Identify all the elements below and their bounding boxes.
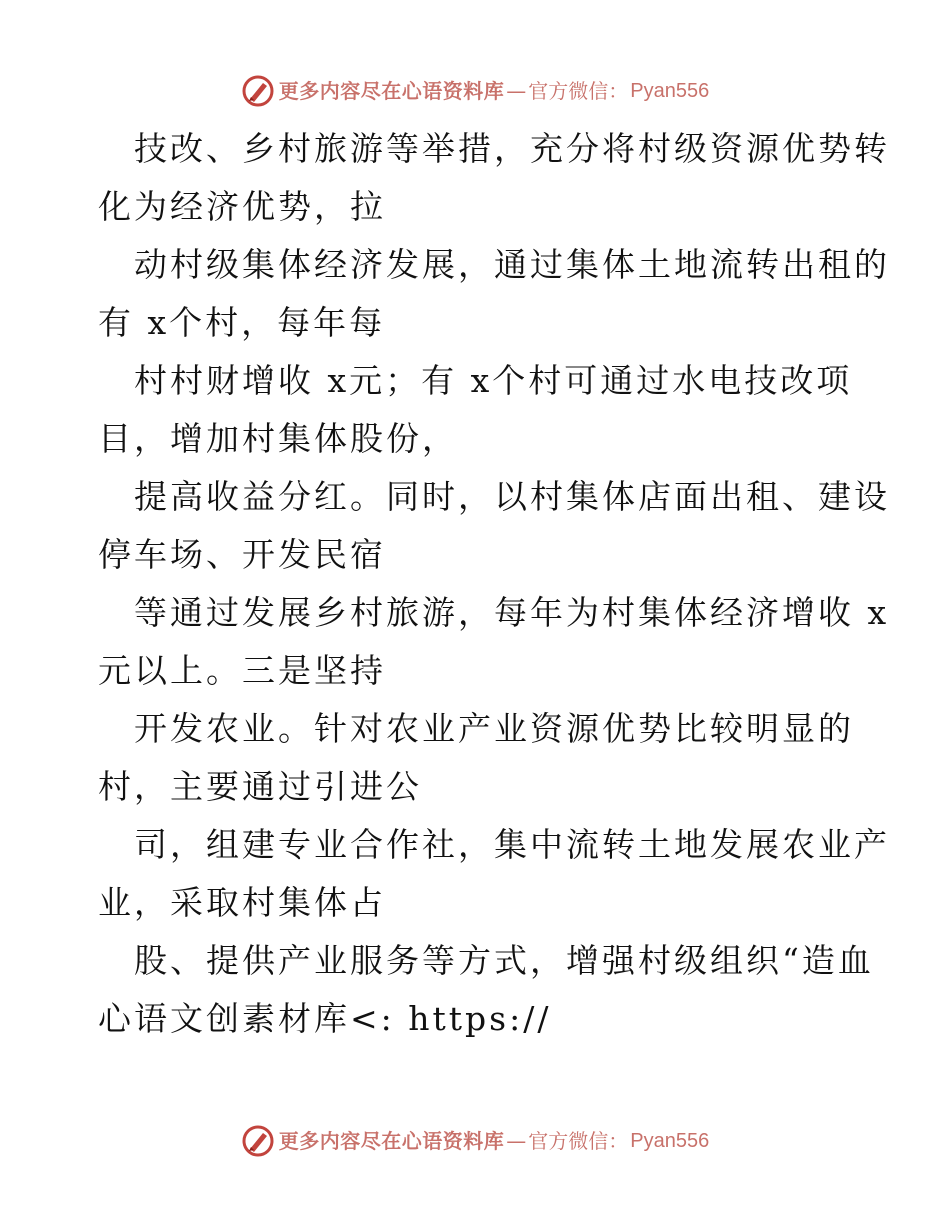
line-6-first: 开发农业。针对农业产业资源优势比较明显的 (134, 709, 854, 748)
paragraph-line-6 (98, 700, 858, 816)
line-5-first: 等通过发展乡村旅游，每年为村集体经济增收 x (134, 593, 890, 632)
line-2-cont: 有 x个村，每年每 (98, 303, 386, 342)
brand-logo-icon (241, 74, 275, 108)
footer-wechat-id: Pyan556 (630, 1130, 710, 1152)
line-3-cont: 目，增加村集体股份， (98, 419, 458, 458)
line-8-first: 股、提供产业服务等方式，增强村级组织“造血 (134, 941, 874, 980)
header-text: 更多内容尽在心语资料库 (278, 79, 505, 103)
footer-text: 更多内容尽在心语资料库 (278, 1129, 505, 1153)
brand-logo-icon (241, 1124, 275, 1158)
paragraph-line-7 (98, 816, 890, 932)
line-6-cont: 村，主要通过引进公 (98, 767, 422, 806)
paragraph-line-1 (98, 120, 890, 236)
footer-separator: — (506, 1129, 527, 1153)
header-separator: — (506, 79, 527, 103)
line-3-first: 村村财增收 x元；有 x个村可通过水电技改项 (134, 361, 853, 400)
header-wechat-id: Pyan556 (630, 80, 710, 102)
line-5-cont: 元以上。三是坚持 (98, 651, 386, 690)
line-1-cont: 化为经济优势，拉 (98, 187, 386, 226)
document-body (98, 120, 890, 1048)
paragraph-line-5 (98, 584, 890, 700)
line-4-first: 提高收益分红。同时，以村集体店面出租、建设 (134, 477, 890, 516)
line-8-cont: 心语文创素材库<: https:// (98, 999, 552, 1038)
header-wechat-label: 官方微信： (528, 79, 629, 103)
footer-wechat-label: 官方微信： (528, 1129, 629, 1153)
paragraph-line-4 (98, 468, 890, 584)
line-2-first: 动村级集体经济发展，通过集体土地流转出租的 (134, 245, 890, 284)
paragraph-line-8 (98, 932, 874, 1048)
line-7-first: 司，组建专业合作社，集中流转土地发展农业产 (134, 825, 890, 864)
paragraph-line-2 (98, 236, 890, 352)
line-7-cont: 业，采取村集体占 (98, 883, 386, 922)
line-1-first: 技改、乡村旅游等举措，充分将村级资源优势转 (134, 129, 890, 168)
paragraph-line-3 (98, 352, 858, 468)
line-4-cont: 停车场、开发民宿 (98, 535, 386, 574)
footer-banner (0, 1124, 950, 1158)
header-banner (0, 74, 950, 108)
